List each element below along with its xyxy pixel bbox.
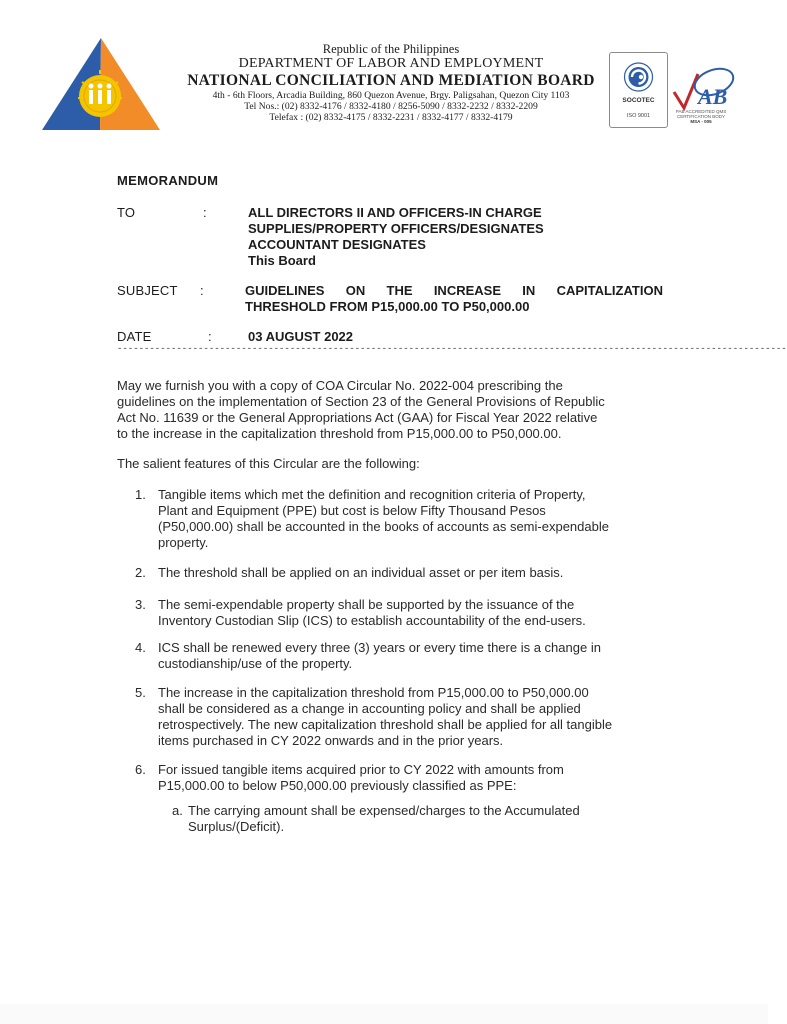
intro-paragraph [117, 378, 661, 442]
telephone-line: Tel Nos.: (02) 8332-4176 / 8332-4180 / 8256-5090 / 8332-2232 / 8332-2209 [244, 101, 538, 112]
sub-item-text [188, 803, 658, 835]
item-line: The threshold shall be applied on an individual asset or per item basis. [158, 565, 564, 580]
subject-line-2: THRESHOLD FROM P15,000.00 TO P50,000.00 [245, 299, 530, 314]
pab-caption [668, 109, 734, 124]
dole-logo-icon [42, 36, 160, 132]
subject-word: INCREASE [433, 283, 501, 298]
item-number: 3. [135, 597, 146, 612]
item-line: P15,000.00 to below P50,000.00 previously classified as PPE: [158, 778, 517, 793]
intro-line: to the increase in the capitalization threshold from P15,000.00 to P50,000.00. [117, 426, 562, 441]
list-item [135, 597, 663, 629]
recipient-line: SUPPLIES/PROPERTY OFFICERS/DESIGNATES [248, 221, 544, 236]
subject-label: SUBJECT [117, 283, 178, 298]
page-bottom-edge [0, 1004, 768, 1024]
item-line: For issued tangible items acquired prior to CY 2022 with amounts from [158, 762, 564, 777]
list-item [135, 487, 663, 551]
subject-line-1 [245, 283, 663, 299]
board-name: NATIONAL CONCILIATION AND MEDIATION BOARD [187, 72, 595, 89]
pab-mark-text: AB [698, 84, 728, 109]
intro-line: guidelines on the implementation of Section 23 of the General Provisions of Republic [117, 394, 605, 409]
date-value: 03 AUGUST 2022 [248, 329, 354, 344]
item-line: Inventory Custodian Slip (ICS) to establish accountability of the end-users. [158, 613, 586, 628]
subject-word: IN [522, 283, 536, 298]
telefax-line: Telefax : (02) 8332-4175 / 8332-2231 / 8332-4177 / 8332-4179 [269, 112, 513, 123]
subject-word: THE [386, 283, 413, 298]
department-line: DEPARTMENT OF LABOR AND EMPLOYMENT [238, 56, 544, 71]
to-colon: : [203, 205, 207, 220]
list-item [135, 640, 663, 672]
address-line: 4th - 6th Floors, Arcadia Building, 860 Quezon Avenue, Brgy. Paligsahan, Quezon City 1103 [212, 90, 570, 101]
item-line: shall be considered as a change in accounting policy and shall be applied [158, 701, 581, 716]
subject-word: GUIDELINES [245, 283, 325, 298]
socotec-label: SOCOTEC [622, 97, 655, 104]
sub-list-item [172, 803, 658, 835]
list-item [135, 565, 663, 581]
recipient-line: This Board [248, 253, 316, 268]
pab-code: MSA - 005 [690, 119, 712, 124]
intro-line: May we furnish you with a copy of COA Circular No. 2022-004 prescribing the [117, 378, 563, 393]
date-colon: : [208, 329, 212, 344]
item-number: 4. [135, 640, 146, 655]
item-line: property. [158, 535, 209, 550]
dashed-divider: ---------------------------------------------------------------------------------------------------------------------------- [117, 344, 787, 354]
list-item [135, 685, 663, 749]
item-line: items purchased in CY 2022 onwards and in the prior years. [158, 733, 504, 748]
item-text [158, 762, 663, 794]
item-number: 6. [135, 762, 146, 777]
item-text [158, 685, 663, 749]
item-number: 5. [135, 685, 146, 700]
list-item [135, 762, 663, 794]
iso-label: ISO 9001 [626, 113, 651, 119]
item-line: Tangible items which met the definition and recognition criteria of Property, [158, 487, 586, 502]
item-line: The semi-expendable property shall be supported by the issuance of the [158, 597, 575, 612]
item-line: (P50,000.00) shall be accounted in the books of accounts as semi-expendable [158, 519, 609, 534]
sub-item-line: Surplus/(Deficit). [188, 819, 285, 834]
subject-word: CAPITALIZATION [556, 283, 663, 298]
salient-intro: The salient features of this Circular are the following: [117, 456, 420, 471]
subject-word: ON [345, 283, 366, 298]
subject-colon: : [200, 283, 204, 298]
sub-item-label: a. [172, 803, 183, 818]
to-recipients [248, 205, 544, 269]
recipient-line: ACCOUNTANT DESIGNATES [248, 237, 426, 252]
letterhead [176, 42, 606, 123]
recipient-line: ALL DIRECTORS II AND OFFICERS-IN CHARGE [248, 205, 542, 220]
pab-subtitle: PAB ACCREDITED QMS CERTIFICATION BODY [675, 109, 727, 119]
item-text [158, 640, 663, 672]
item-text [158, 487, 663, 551]
memo-title: MEMORANDUM [117, 173, 219, 188]
subject-text [245, 283, 663, 315]
item-number: 1. [135, 487, 146, 502]
republic-line: Republic of the Philippines [322, 42, 460, 56]
item-line: ICS shall be renewed every three (3) years or every time there is a change in [158, 640, 601, 655]
sub-item-line: The carrying amount shall be expensed/charges to the Accumulated [188, 803, 580, 818]
item-number: 2. [135, 565, 146, 580]
date-label: DATE [117, 329, 152, 344]
to-label: TO [117, 205, 136, 220]
item-line: custodianship/use of the property. [158, 656, 353, 671]
intro-line: Act No. 11639 or the General Appropriations Act (GAA) for Fiscal Year 2022 relative [117, 410, 598, 425]
item-line: Plant and Equipment (PPE) but cost is below Fifty Thousand Pesos [158, 503, 546, 518]
socotec-certification-badge [609, 52, 668, 128]
item-line: The increase in the capitalization threshold from P15,000.00 to P50,000.00 [158, 685, 589, 700]
item-line: retrospectively. The new capitalization threshold shall be applied for all tangible [158, 717, 613, 732]
item-text [158, 597, 663, 629]
item-text [158, 565, 663, 581]
certification-seal-icon [610, 53, 667, 97]
